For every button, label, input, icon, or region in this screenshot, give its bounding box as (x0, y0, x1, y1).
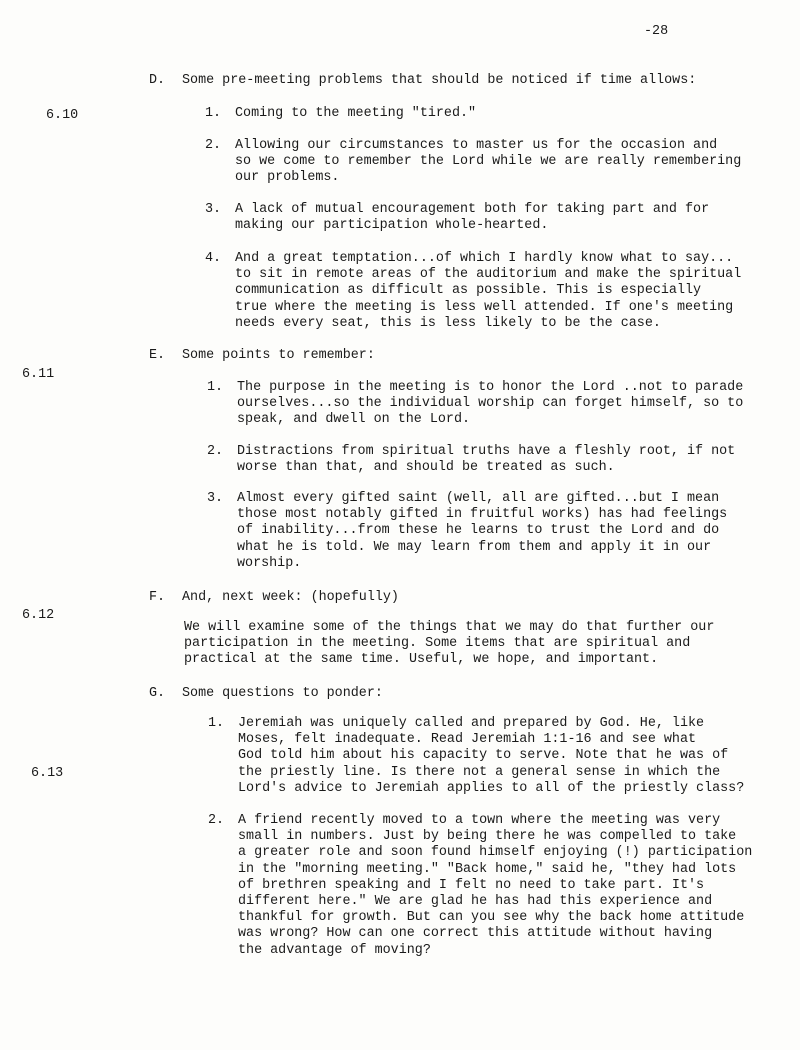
section-e-title: Some points to remember: (182, 348, 375, 363)
section-g-heading (149, 686, 383, 702)
section-f-title: And, next week: (hopefully) (182, 590, 399, 605)
section-f-body: We will examine some of the things that we may do that further our participation in the meeting. Some items that are spiritual and practical at the same time. Useful, we hope, and important. (184, 620, 715, 668)
section-e-item-2: 2. Distractions from spiritual truths have a fleshly root, if not worse than that, and should be treated as such. (207, 444, 736, 476)
section-g-item-2: 2. A friend recently moved to a town where the meeting was very small in numbers. Just by being there he was compelled to take a greater role and soon found himself enjoying (!) participation in the "morning meeting." "Back home," said he, "they had lots of brethren speaking and I felt no need to take part. It's different here." We are glad he has had this experience and thankful for growth. But can you see why the back home attitude was wrong? How can one correct this attitude without having the advantage of moving? (208, 813, 753, 958)
section-e-item-1: 1. The purpose in the meeting is to honor the Lord ..not to parade ourselves...so the individual worship can forget himself, so to speak, and dwell on the Lord. (207, 380, 744, 428)
section-g-item-1: 1. Jeremiah was uniquely called and prepared by God. He, like Moses, felt inadequate. Read Jeremiah 1:1-16 and see what God told him about his capacity to serve. Note that he was of the priestly line. Is there not a general sense in which the Lord's advice to Jeremiah applies to all of the priestly class? (208, 716, 745, 796)
margin-note-6-10: 6.10 (46, 108, 79, 123)
page-number: -28 (644, 24, 669, 39)
section-d-item-3: 3. A lack of mutual encouragement both for taking part and for making our participation whole-hearted. (205, 202, 710, 234)
section-e-heading (149, 348, 375, 364)
section-g-title: Some questions to ponder: (182, 686, 383, 701)
section-d-letter: D. (149, 73, 166, 88)
margin-note-6-11: 6.11 (22, 367, 55, 382)
section-f-heading (149, 590, 399, 606)
section-e-item-3: 3. Almost every gifted saint (well, all are gifted...but I mean those most notably gifted in fruitful works) has had feelings of inability...from these he learns to trust the Lord and do what he is told. We may learn from them and apply it in our worship. (207, 491, 728, 571)
section-d-item-1: 1. Coming to the meeting "tired." (205, 106, 477, 121)
section-d-item-2: 2. Allowing our circumstances to master us for the occasion and so we come to remember the Lord while we are really remembering our problems. (205, 138, 742, 186)
margin-note-6-12: 6.12 (22, 608, 55, 623)
section-d-title: Some pre-meeting problems that should be noticed if time allows: (182, 73, 697, 88)
section-d-item-4: 4. And a great temptation...of which I hardly know what to say... to sit in remote areas of the auditorium and make the spiritual communication as difficult as possible. This is especially true where the meeting is less well attended. If one's meeting needs every seat, this is less likely to be the case. (205, 251, 742, 331)
section-g-letter: G. (149, 686, 166, 701)
section-f-letter: F. (149, 590, 166, 605)
section-e-letter: E. (149, 348, 166, 363)
section-d-heading (149, 73, 696, 89)
margin-note-6-13: 6.13 (31, 766, 64, 781)
